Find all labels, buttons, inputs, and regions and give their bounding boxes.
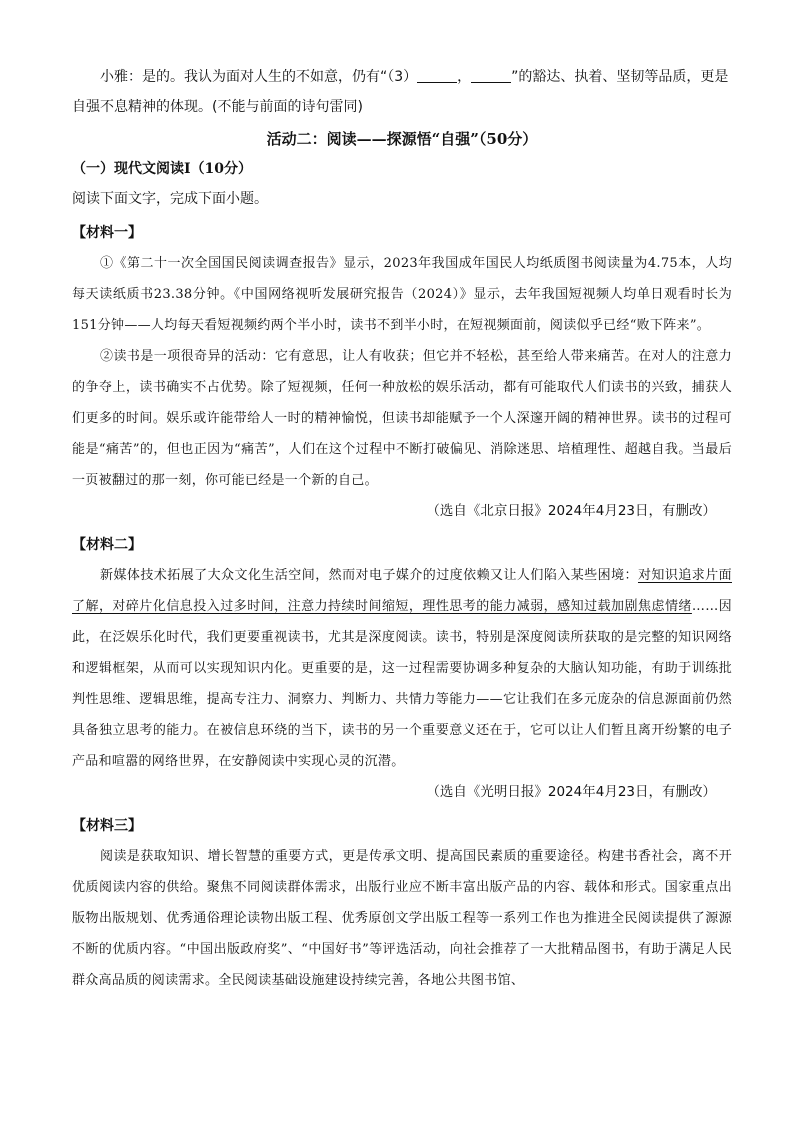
material-2-para <box>72 560 732 777</box>
material-2-text-start: 新媒体技术拓展了大众文化生活空间，然而对电子媒介的过度依赖又让人们陷入某些困境： <box>100 568 638 583</box>
intro-answer-line <box>72 62 732 122</box>
answer-blank-2[interactable] <box>471 66 511 83</box>
material-3-para: 阅读是获取知识、增长智慧的重要方式，更是传承文明、提高国民素质的重要途径。构建书香社会，离不开优质阅读内容的供给。聚焦不同阅读群体需求，出版行业应不断丰富出版产品的内容、载体和形式。国家重点出版物出版规划、优秀通俗理论读物出版工程、优秀原创文学出版工程等一系列工作也为推进全民阅读提供了源源不断的优质内容。“中国出版政府奖”、“中国好书”等评选活动，向社会推荐了一大批精品图书，有助于满足人民群众高品质的阅读需求。全民阅读基础设施建设持续完善，各地公共图书馆、 <box>72 849 732 988</box>
instruction: 阅读下面文字，完成下面小题。 <box>72 191 268 207</box>
material-1-label: 【材料一】 <box>72 225 142 241</box>
material-2-label: 【材料二】 <box>72 537 142 553</box>
document-page <box>72 62 732 996</box>
material-2-underlined-text: 对知识追求片面了解，对碎片化信息投入过多时间，注意力持续时间缩短，理性思考的能力减弱，感知过载加剧焦虑情绪 <box>72 568 732 614</box>
intro-text-after: ”的豁达、执着、坚韧等品质，更是自强不息精神的体现。(不能与前面的诗句雷同) <box>72 69 729 115</box>
material-2-text-end: ……因此，在泛娱乐化时代，我们更要重视读书，尤其是深度阅读。读书，特别是深度阅读所获取的是完整的知识网络和逻辑框架，从而可以实现知识内化。更重要的是，这一过程需要协调多种复杂的大脑认知功能，有助于训练批判性思维、逻辑思维，提高专注力、洞察力、判断力、共情力等能力——它让我们在多元庞杂的信息源面前仍然具备独立思考的能力。在被信息环绕的当下，读书的另一个重要意义还在于，它可以让人们暂且离开纷繁的电子产品和喧嚣的网络世界，在安静阅读中实现心灵的沉潜。 <box>72 599 732 769</box>
material-1-para-1: ①《第二十一次全国国民阅读调查报告》显示，2023年我国成年国民人均纸质图书阅读量为4.75本，人均每天读纸质书23.38分钟。《中国网络视听发展研究报告（2024）》显示，去年我国短视频人均单日观看时长为151分钟——人均每天看短视频约两个半小时，读书不到半小时，在短视频面前，阅读似乎已经“败下阵来”。 <box>72 256 732 333</box>
material-3-label: 【材料三】 <box>72 818 142 834</box>
answer-blank-1[interactable] <box>417 66 457 83</box>
material-1-source: （选自《北京日报》2024年4月23日，有删改） <box>426 503 716 519</box>
material-2-source: （选自《光明日报》2024年4月23日，有删改） <box>426 784 716 800</box>
intro-text-before: 小雅：是的。我认为面对人生的不如意，仍有“（3） <box>100 69 418 85</box>
material-1-para-2: ②读书是一项很奇异的活动：它有意思，让人有收获；但它并不轻松，甚至给人带来痛苦。在对人的注意力的争夺上，读书确实不占优势。除了短视频，任何一种放松的娱乐活动，都有可能取代人们读书的兴致，捕获人们更多的时间。娱乐或许能带给人一时的精神愉悦，但读书却能赋予一个人深邃开阔的精神世界。读书的过程可能是“痛苦”的，但也正因为“痛苦”，人们在这个过程中不断打破偏见、消除迷思、培植理性、超越自我。当最后一页被翻过的那一刻，你可能已经是一个新的自己。 <box>72 349 732 488</box>
intro-text-mid: ， <box>457 69 472 85</box>
section-title: （一）现代文阅读Ⅰ（10分） <box>72 161 253 177</box>
activity-title: 活动二：阅读——探源悟“自强”（50分） <box>266 130 538 148</box>
